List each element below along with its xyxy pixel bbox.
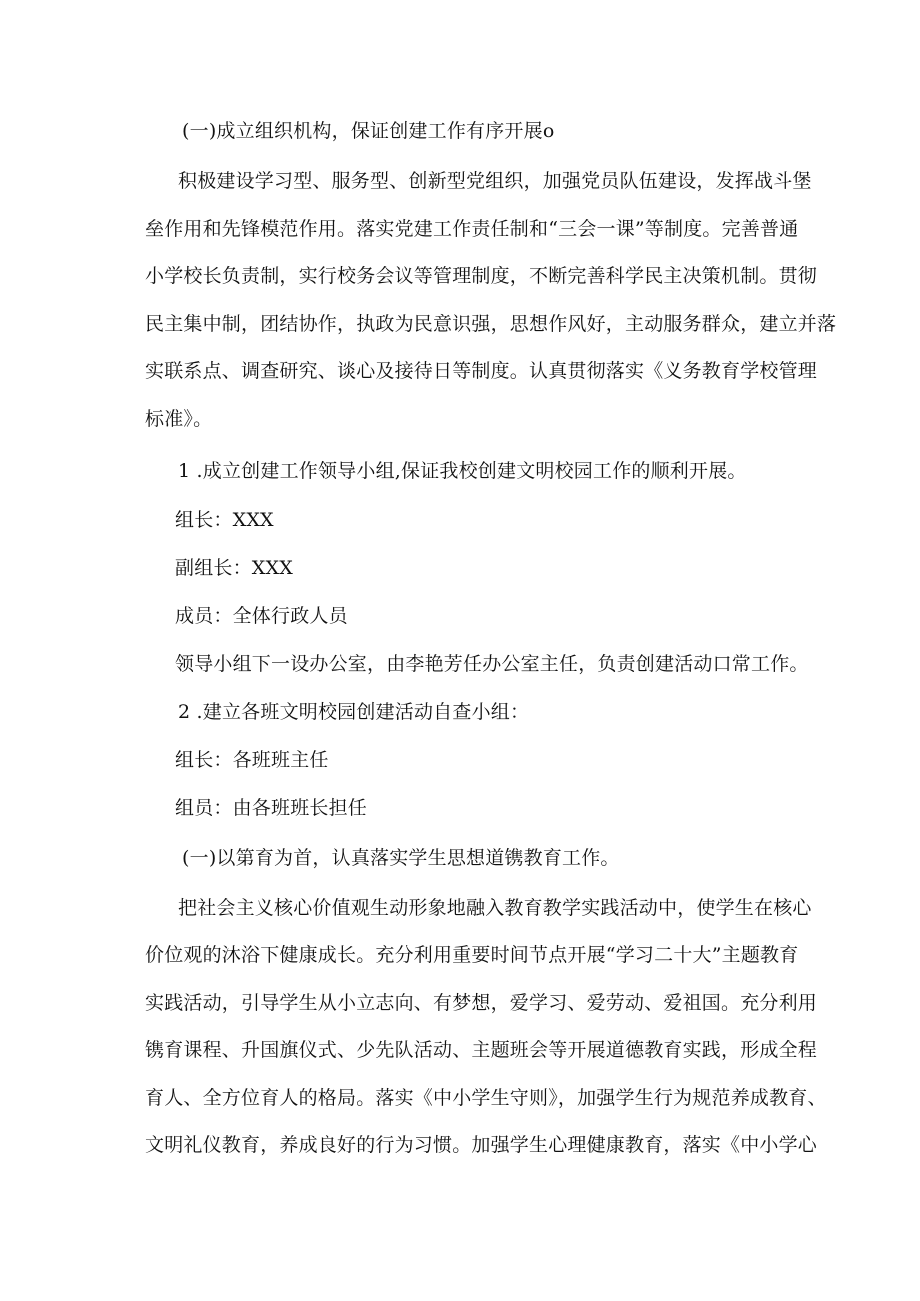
paragraph-line: 把社会主义核心价值观生动形象地融入教育教学实践活动中，使学生在核心 [178, 897, 812, 919]
class-group-leader: 组长：各班班主任 [175, 749, 329, 771]
paragraph-line: 小学校长负责制，实行校务会议等管理制度，不断完善科学民主决策机制。贯彻 [145, 265, 818, 287]
paragraph-line: 积极建设学习型、服务型、创新型党组织，加强党员队伍建设，发挥战斗堡 [178, 170, 812, 192]
paragraph-line: 镌育课程、升国旗仪式、少先队活动、主题班会等开展道德教育实践，形成全程 [145, 1039, 818, 1061]
paragraph-line: 育人、全方位育人的格局。落实《中小学生守则》，加强学生行为规范养成教育、 [145, 1087, 827, 1109]
paragraph-line: 民主集中制，团结协作，执政为民意识强，思想作风好，主动服务群众，建立并落 [145, 313, 837, 335]
office-note: 领导小组下一设办公室，由李艳芳任办公室主任，负责创建活动口常工作。 [175, 653, 809, 675]
paragraph-line: 标准》。 [145, 408, 213, 430]
paragraph-line: 垒作用和先锋模范作用。落实党建工作责任制和“三会一课”等制度。完善普通 [145, 218, 799, 240]
group-leader: 组长：XXX [175, 509, 274, 531]
class-group-members: 组员：由各班班长担任 [175, 797, 368, 819]
group-members: 成员：全体行政人员 [175, 605, 348, 627]
numbered-item-2: 2 .建立各班文明校园创建活动自查小组： [178, 701, 530, 723]
numbered-item-1: 1 .成立创建工作领导小组,保证我校创建文明校园工作的顺利开展。 [178, 460, 747, 482]
deputy-group-leader: 副组长：XXX [175, 557, 293, 579]
paragraph-line: 价位观的沐浴下健康成长。充分利用重要时间节点开展“学习二十大”主题教育 [145, 944, 799, 966]
paragraph-line: 文明礼仪教育，养成良好的行为习惯。加强学生心理健康教育，落实《中小学心 [145, 1134, 818, 1156]
paragraph-line: 实践活动，引导学生从小立志向、有梦想，爱学习、爱劳动、爱祖国。充分利用 [145, 992, 818, 1014]
section-heading-moral-education: (一)以第育为首，认真落实学生思想道镌教育工作。 [182, 847, 620, 869]
paragraph-line: 实联系点、调查研究、谈心及接待日等制度。认真贯彻落实《义务教育学校管理 [145, 360, 818, 382]
section-heading-organization: (一)成立组织机构，保证创建工作有序开展o [182, 120, 555, 142]
